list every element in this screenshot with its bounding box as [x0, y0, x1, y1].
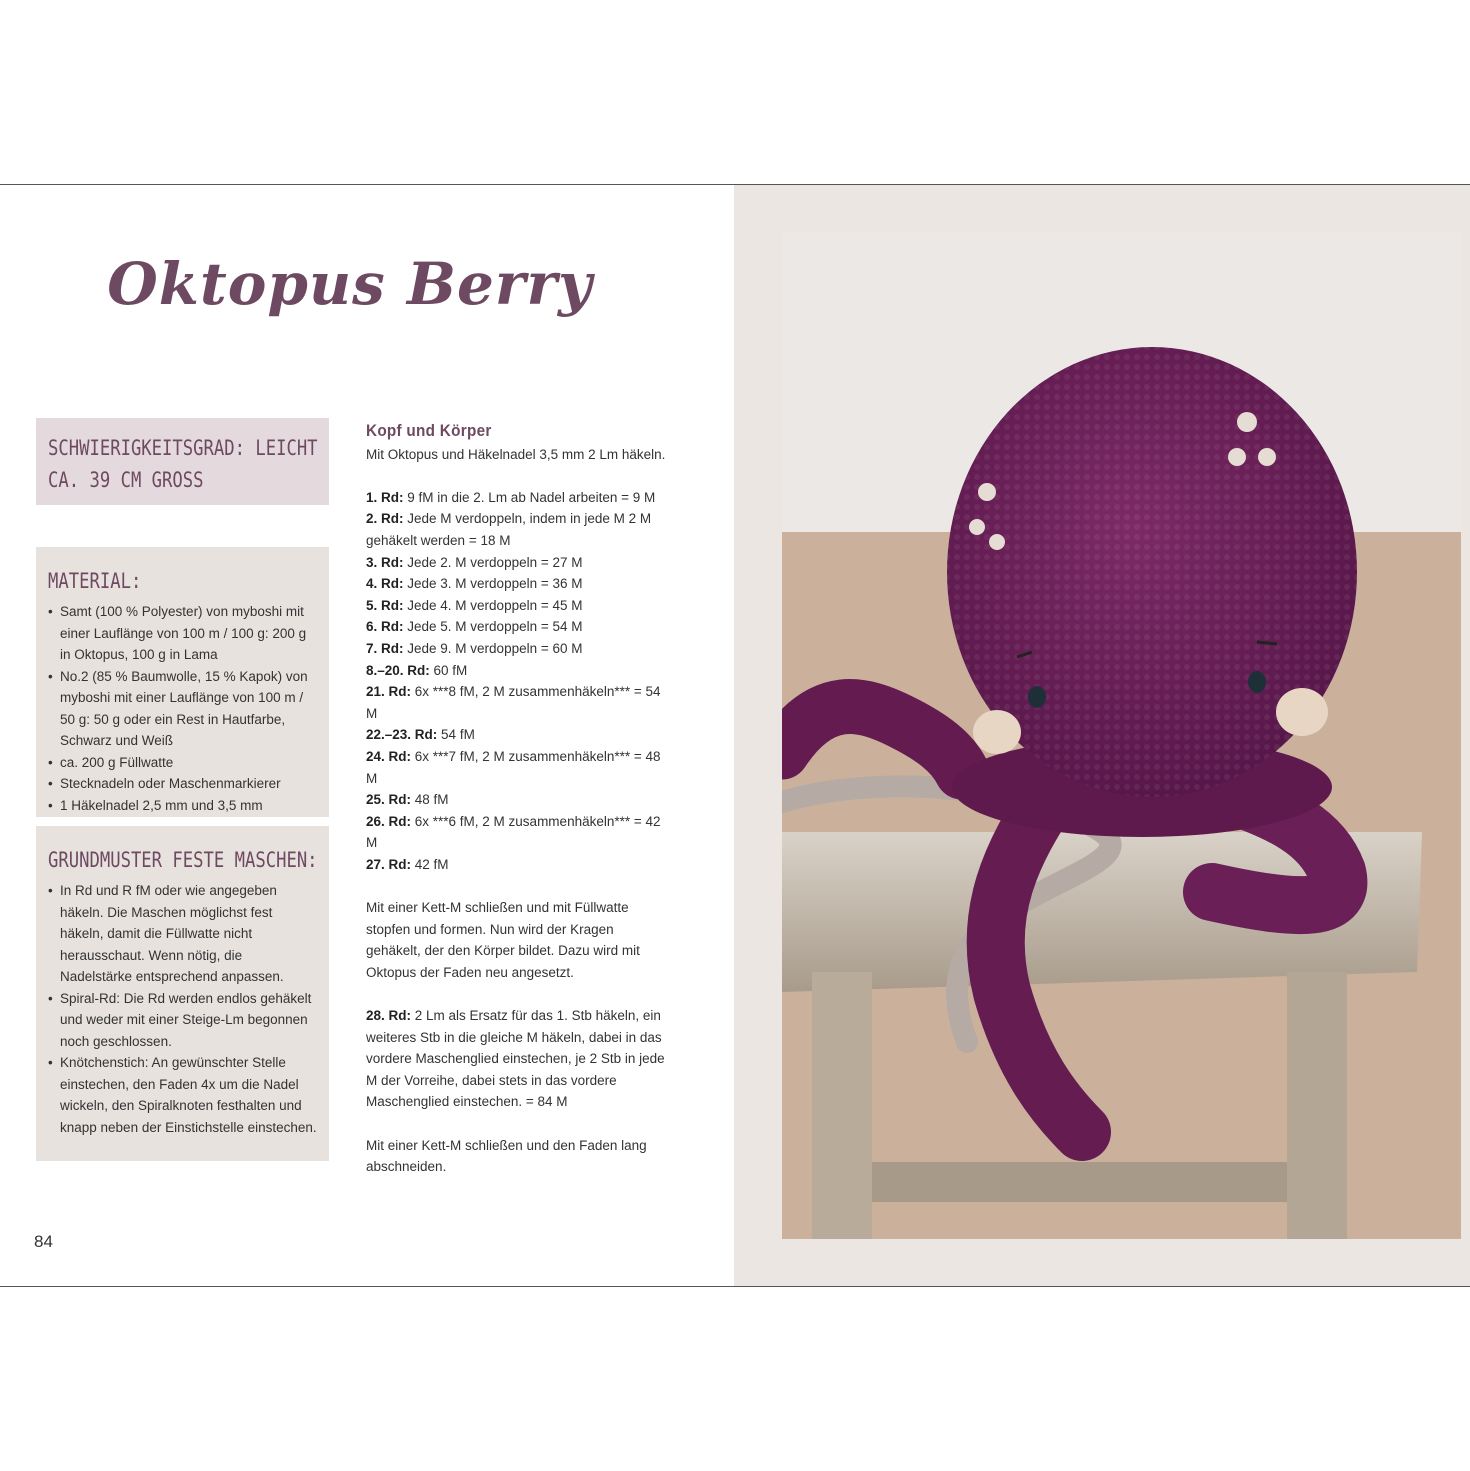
- list-item: • 1 Häkelnadel 2,5 mm und 3,5 mm: [48, 795, 317, 817]
- list-item: • Samt (100 % Polyester) von myboshi mit einer Lauflänge von 100 m / 100 g: 200 g in Oktopus, 100 g in Lama: [48, 601, 317, 666]
- round-text: 48 fM: [411, 792, 449, 808]
- grundmuster-list: [48, 880, 317, 1138]
- cheek: [973, 710, 1021, 754]
- round-label: 5. Rd:: [366, 597, 404, 613]
- round-text: Jede 3. M verdoppeln = 36 M: [403, 576, 583, 592]
- round-text: 6x ***7 fM, 2 M zusammenhäkeln*** = 48 M: [366, 748, 661, 786]
- round-item: [366, 595, 666, 617]
- list-item: • ca. 200 g Füllwatte: [48, 752, 317, 774]
- round-item: [366, 660, 666, 682]
- intro-text: Mit Oktopus und Häkelnadel 3,5 mm 2 Lm häkeln.: [366, 446, 666, 462]
- cheek: [1276, 688, 1328, 736]
- round-item: [366, 854, 666, 876]
- list-item: • Knötchenstich: An gewünschter Stelle einstechen, den Faden 4x um die Nadel wickeln, den Spiralknoten festhalten und knapp neben der Einstichstelle einstechen.: [48, 1052, 317, 1138]
- page-number: 84: [34, 1232, 53, 1251]
- round-label: 1. Rd:: [366, 489, 404, 505]
- material-heading: MATERIAL:: [48, 569, 142, 593]
- rounds-list: [366, 487, 666, 876]
- material-list: [48, 601, 317, 816]
- round-label: 21. Rd:: [366, 684, 412, 700]
- round-label: 26. Rd:: [366, 813, 412, 829]
- round-label: 24. Rd:: [366, 748, 412, 764]
- eye: [1248, 671, 1266, 693]
- round-label: 28. Rd:: [366, 1008, 412, 1024]
- round-item: [366, 681, 666, 724]
- bottom-rule: [0, 1286, 1470, 1287]
- section-heading: Kopf und Körper: [366, 421, 492, 440]
- list-item: • In Rd und R fM oder wie angegeben häkeln. Die Maschen möglichst fest häkeln, damit die Füllwatte nicht herausschaut. Wenn nötig, die Nadelstärke entsprechend anpassen.: [48, 880, 317, 988]
- size-info: CA. 39 CM GROSS: [48, 468, 204, 492]
- round-label: 2. Rd:: [366, 511, 404, 527]
- round-label: 4. Rd:: [366, 576, 404, 592]
- round-text: 60 fM: [429, 662, 468, 678]
- round-28: [366, 1005, 666, 1113]
- round-text: 9 fM in die 2. Lm ab Nadel arbeiten = 9 M: [403, 489, 656, 505]
- round-item: [366, 552, 666, 574]
- round-label: 27. Rd:: [366, 856, 412, 872]
- round-label: 22.–23. Rd:: [366, 727, 438, 743]
- instructions-column: [366, 420, 666, 1178]
- round-text: Jede M verdoppeln, indem in jede M 2 M gehäkelt werden = 18 M: [366, 511, 652, 548]
- list-item: • No.2 (85 % Baumwolle, 15 % Kapok) von myboshi mit einer Lauflänge von 100 m / 50 g: 50 g oder ein Rest in Hautfarbe, Schwarz und Weiß: [48, 666, 317, 752]
- round-item: [366, 616, 666, 638]
- page-title: Oktopus Berry: [107, 250, 593, 318]
- round-label: 8.–20. Rd:: [366, 662, 430, 678]
- round-text: Jede 5. M verdoppeln = 54 M: [403, 619, 583, 635]
- round-label: 3. Rd:: [366, 554, 404, 570]
- round-item: [366, 573, 666, 595]
- stool-rail: [872, 1162, 1287, 1202]
- round-item: [366, 789, 666, 811]
- paragraph: Mit einer Kett-M schließen und den Faden lang abschneiden.: [366, 1137, 647, 1175]
- round-text: 54 fM: [437, 727, 475, 743]
- stool-leg: [1287, 972, 1347, 1239]
- knot: [989, 534, 1005, 550]
- round-label: 25. Rd:: [366, 792, 412, 808]
- round-item: [366, 724, 666, 746]
- grundmuster-box: [36, 826, 329, 1161]
- list-item: • Stecknadeln oder Maschenmarkierer: [48, 773, 317, 795]
- round-item: [366, 638, 666, 660]
- eye: [1028, 686, 1046, 708]
- paragraph: Mit einer Kett-M schließen und mit Füllwatte stopfen und formen. Nun wird der Kragen gehäkelt, der den Körper bildet. Dazu wird mit Oktopus der Faden neu angesetzt.: [366, 900, 640, 980]
- round-item: [366, 811, 666, 854]
- eyebrow: [1257, 642, 1277, 644]
- round-label: 6. Rd:: [366, 619, 404, 635]
- round-text: Jede 2. M verdoppeln = 27 M: [403, 554, 583, 570]
- difficulty-level: SCHWIERIGKEITSGRAD: LEICHT: [48, 436, 318, 460]
- round-item: [366, 746, 666, 789]
- difficulty-box: [36, 418, 329, 505]
- round-text: Jede 4. M verdoppeln = 45 M: [403, 597, 583, 613]
- knot: [969, 519, 985, 535]
- list-item: • Spiral-Rd: Die Rd werden endlos gehäkelt und weder mit einer Steige-Lm begonnen noch geschlossen.: [48, 988, 317, 1053]
- round-text: Jede 9. M verdoppeln = 60 M: [403, 640, 583, 656]
- round-text: 2 Lm als Ersatz für das 1. Stb häkeln, ein weiteres Stb in die gleiche M häkeln, dabei in das vordere Maschenglied einstechen, je 2 Stb in jede M der Vorreihe, dabei stets in das vordere Maschenglied einstechen. = 84 M: [366, 1008, 665, 1110]
- material-box: [36, 547, 329, 817]
- knot: [978, 483, 996, 501]
- round-label: 7. Rd:: [366, 640, 404, 656]
- octopus-illustration: [782, 232, 1461, 1239]
- round-text: 6x ***8 fM, 2 M zusammenhäkeln*** = 54 M: [366, 684, 661, 721]
- knot: [1237, 412, 1257, 432]
- octopus-photo: [782, 232, 1461, 1239]
- knot: [1228, 448, 1246, 466]
- round-item: [366, 508, 666, 551]
- round-item: [366, 487, 666, 509]
- knot: [1258, 448, 1276, 466]
- round-text: 42 fM: [411, 856, 449, 872]
- round-text: 6x ***6 fM, 2 M zusammenhäkeln*** = 42 M: [366, 813, 661, 851]
- grundmuster-heading: GRUNDMUSTER FESTE MASCHEN:: [48, 848, 318, 872]
- stool-leg: [812, 972, 872, 1239]
